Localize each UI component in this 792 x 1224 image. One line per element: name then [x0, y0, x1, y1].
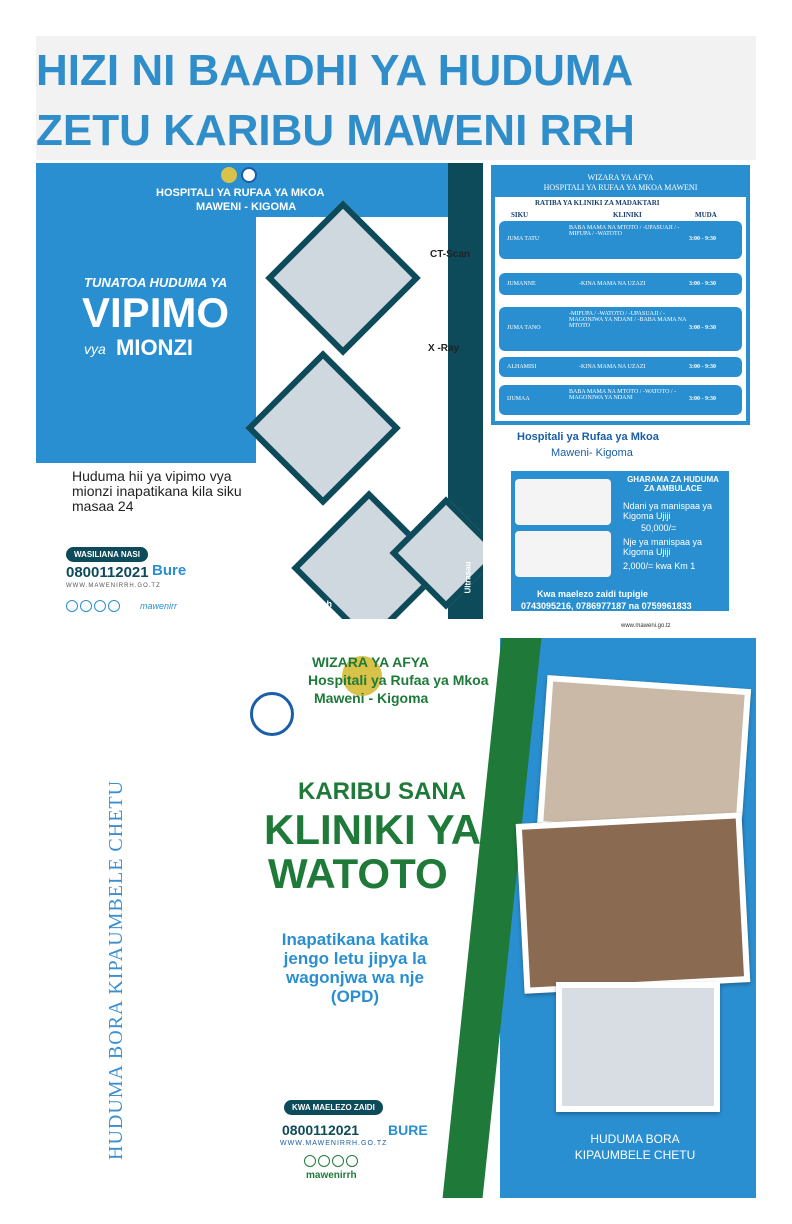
- col-clinic: KLINIKI: [613, 211, 642, 219]
- social-handle: mawenirrh: [306, 1170, 357, 1181]
- title-line-2: ZETU KARIBU MAWENI RRH: [36, 106, 635, 155]
- ambulance-image: [515, 531, 611, 577]
- amb-in-price: 50,000/=: [641, 523, 677, 533]
- contact-pill: WASILIANA NASI: [66, 547, 148, 562]
- title-line-1: HIZI NI BAADHI YA HUDUMA: [36, 46, 634, 95]
- photo-child-wristband: [516, 812, 751, 994]
- ct-label: CT-Scan: [430, 249, 471, 260]
- ambulance-image: [515, 479, 611, 525]
- free-label: Bure: [152, 562, 187, 579]
- x-icon: [346, 1155, 358, 1167]
- headline-line1: KLINIKI YA: [264, 806, 482, 853]
- xray-label: X -Ray: [428, 343, 460, 354]
- youtube-icon: [318, 1155, 330, 1167]
- facebook-icon: [80, 600, 92, 612]
- schedule-row: JUMANNE -KINA MAMA NA UZAZI 3:00 - 9:30: [499, 273, 742, 295]
- schedule-ministry: WIZARA YA AFYA: [587, 173, 654, 182]
- schedule-hospital: HOSPITALI YA RUFAA YA MKOA MAWENI: [543, 183, 698, 192]
- social-icons: [66, 599, 122, 617]
- website: WWW.MAWENIRRH.GO.TZ: [66, 583, 161, 589]
- amb-web: www.maweni.go.tz: [621, 623, 671, 629]
- phone-number: 0800112021: [66, 564, 149, 581]
- schedule-title: RATIBA YA KLINIKI ZA MADAKTARI: [535, 199, 660, 207]
- amb-title: GHARAMA ZA HUDUMA ZA AMBULACE: [627, 475, 719, 493]
- amb-more: Kwa maelezo zaidi tupigie: [537, 589, 649, 599]
- slogan-1: HUDUMA BORA: [590, 1132, 680, 1146]
- youtube-icon: [108, 600, 120, 612]
- radiology-poster: [36, 163, 483, 619]
- amb-out-price: 2,000/= kwa Km 1: [623, 561, 696, 571]
- amb-out-town: Nje ya manispaa ya Kigoma Ujiji: [623, 537, 703, 557]
- free-label: BURE: [388, 1122, 428, 1138]
- x-icon: [94, 600, 106, 612]
- ultrasound-label: Ultrasau: [463, 561, 473, 594]
- welcome-text: KARIBU SANA: [298, 778, 466, 805]
- phone-number: 0800112021: [282, 1122, 360, 1138]
- amb-phones: 0743095216, 0786977187 na 0759961833: [521, 601, 692, 611]
- children-clinic-poster: [250, 638, 756, 1198]
- headline-vipimo: VIPIMO: [82, 289, 230, 336]
- hospital-logo-icon: [250, 692, 294, 736]
- col-time: MUDA: [695, 211, 717, 219]
- hospital-label: Hospitali ya Rufaa ya Mkoa: [308, 672, 489, 688]
- schedule-row: JUMA TANO -MIFUPA / -WATOTO / -UPASUAJI / -MAGONJWA YA NDANI / -BABA MAMA NA MTOTO 3:00 - 9:30: [499, 307, 742, 351]
- org-place: MAWENI - KIGOMA: [196, 201, 297, 213]
- slogan-2: KIPAUMBELE CHETU: [574, 1148, 696, 1162]
- clinic-schedule: [491, 165, 750, 425]
- headline-mionzi: MIONZI: [116, 335, 193, 360]
- amb-place: Maweni- Kigoma: [551, 447, 633, 459]
- instagram-icon: [332, 1155, 344, 1167]
- org-name: HOSPITALI YA RUFAA YA MKOA: [156, 187, 325, 199]
- side-slogan: HUDUMA BORA KIPAUMBELE CHETU: [105, 779, 127, 1160]
- photo-child-doctor: [556, 982, 720, 1112]
- schedule-row: IJUMAA BABA MAMA NA MTOTO / -WATOTO / -MAGONJWA YA NDANI 3:00 - 9:30: [499, 385, 742, 415]
- intro-text: TUNATOA HUDUMA YA: [84, 275, 228, 290]
- facebook-icon: [304, 1155, 316, 1167]
- col-day: SIKU: [511, 211, 529, 219]
- schedule-row: ALHAMISI -KINA MAMA NA UZAZI 3:00 - 9:30: [499, 357, 742, 377]
- amb-in-town: Ndani ya manispaa ya Kigoma Ujiji: [623, 501, 713, 521]
- emblem-icon: [221, 167, 237, 183]
- website: WWW.MAWENIRRH.GO.TZ: [280, 1140, 388, 1147]
- ambulance-poster: [511, 427, 729, 637]
- headline-line2: WATOTO: [268, 850, 448, 897]
- info-pill: KWA MAELEZO ZAIDI: [284, 1100, 383, 1115]
- social-handle: mawenirr: [140, 601, 178, 611]
- schedule-row: JUMA TATU BABA MAMA NA MTOTO / -UPASUAJI / -MIFUPA / -WATOTO 3:00 - 9:30: [499, 221, 742, 259]
- location-desc: Inapatikana katika jengo letu jipya la wagonjwa wa nje (OPD): [281, 930, 429, 1006]
- ct-scan-photo: [265, 200, 421, 356]
- availability-note: Huduma hii ya vipimo vya mionzi inapatikana kila siku masaa 24: [72, 468, 242, 514]
- headline-vya: vya: [84, 341, 106, 357]
- instagram-icon: [66, 600, 78, 612]
- ministry-label: WIZARA YA AFYA: [312, 654, 429, 670]
- place-label: Maweni - Kigoma: [314, 690, 429, 706]
- hospital-logo-icon: [241, 167, 257, 183]
- amb-hospital: Hospitali ya Rufaa ya Mkoa: [517, 431, 659, 443]
- mammograph-label: Mammograph: [273, 599, 333, 609]
